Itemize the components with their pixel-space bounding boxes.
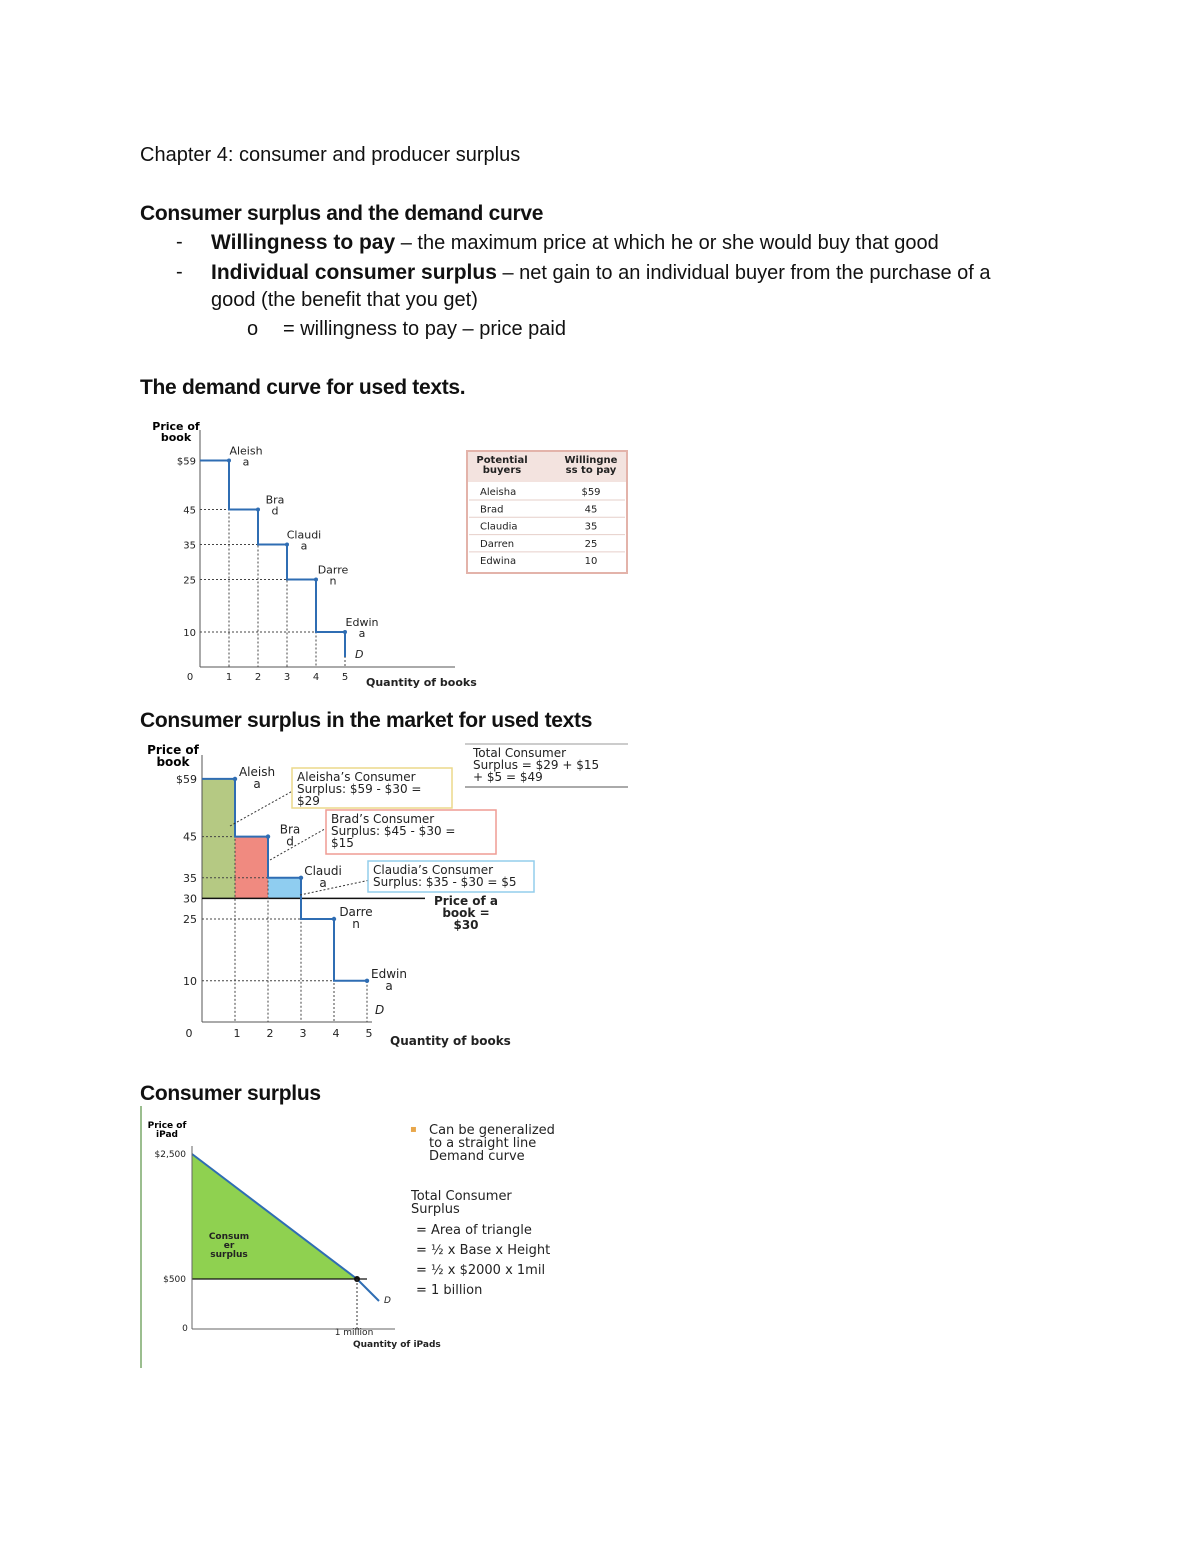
- bullet-icon: ▪: [410, 1124, 417, 1135]
- bullet-dash: -: [176, 261, 183, 283]
- term-willingness-to-pay: Willingness to pay: [211, 231, 396, 254]
- table-cell-value: 45: [584, 504, 598, 516]
- origin-label: 0: [186, 672, 194, 683]
- y-tick-label: 35: [183, 540, 196, 552]
- market-surplus-chart: [140, 740, 640, 1055]
- formula-heading: Total Consumer: [411, 1189, 512, 1204]
- y-tick-label: 45: [183, 830, 197, 844]
- buyer-point: [285, 543, 289, 547]
- x-tick-label: 3: [283, 672, 291, 683]
- origin-label: 0: [185, 1027, 193, 1040]
- buyer-label: Darre: [317, 563, 349, 577]
- callout-text: $29: [297, 794, 320, 808]
- y-axis-label: Price of: [147, 743, 199, 757]
- demand-step-curve: [200, 461, 345, 658]
- table-cell-value: 35: [584, 521, 598, 533]
- ipad-surplus-plot: [141, 1106, 555, 1368]
- buyer-label: Bra: [279, 822, 301, 837]
- formula-line: = ½ x Base x Height: [416, 1243, 551, 1258]
- x-tick-label: 5: [341, 672, 349, 683]
- y-tick-label: 10: [183, 628, 196, 639]
- curve-label-d: D: [384, 1296, 391, 1306]
- section-heading-consumer-surplus-demand: Consumer surplus and the demand curve: [140, 202, 544, 225]
- buyer-point: [233, 777, 237, 781]
- chapter-title: Chapter 4: consumer and producer surplus: [140, 144, 521, 166]
- y-tick-label: $59: [176, 772, 197, 786]
- x-axis-label: Quantity of books: [390, 1034, 511, 1048]
- buyer-label: a: [242, 455, 250, 469]
- buyer-point: [332, 917, 336, 921]
- buyer-label: d: [286, 834, 294, 849]
- table-header-willingness: ss to pay: [565, 465, 617, 476]
- section-heading-consumer-surplus: Consumer surplus: [140, 1082, 321, 1105]
- buyer-label: Claudi: [286, 528, 322, 542]
- note-text: to a straight line: [429, 1136, 537, 1151]
- callout-text: $15: [331, 836, 354, 850]
- price-label: Price of a: [434, 894, 498, 908]
- buyer-label: n: [352, 917, 360, 931]
- callout-leader: [230, 788, 298, 826]
- x-tick-label: 1: [233, 1027, 241, 1040]
- callout-text: Surplus: $35 - $30 = $5: [373, 875, 517, 889]
- section-heading-demand-curve: The demand curve for used texts.: [140, 376, 466, 399]
- total-surplus-text: + $5 = $49: [473, 770, 543, 784]
- buyer-label: d: [271, 504, 279, 518]
- buyer-label: Edwin: [345, 616, 379, 629]
- surplus-area: [202, 779, 235, 898]
- table-cell-buyer: Edwina: [480, 556, 517, 568]
- y-tick-label: 10: [183, 974, 197, 988]
- table-header-buyers: buyers: [482, 465, 522, 476]
- x-tick-label: 4: [312, 672, 320, 683]
- buyer-point: [314, 578, 318, 582]
- x-tick-label: 1: [225, 672, 233, 683]
- bullet-dash: -: [176, 231, 183, 253]
- buyer-point: [266, 834, 270, 838]
- table-header-willingness: Willingne: [564, 455, 618, 466]
- definition-continuation: good (the benefit that you get): [211, 289, 478, 311]
- note-text: Demand curve: [429, 1149, 525, 1164]
- section-heading-market-surplus: Consumer surplus in the market for used texts: [140, 709, 593, 732]
- y-tick-label: 45: [183, 505, 196, 517]
- callout-text: Surplus: $59 - $30 =: [297, 782, 422, 796]
- buyer-label: a: [300, 539, 308, 553]
- y-tick-label: 25: [183, 913, 197, 926]
- total-surplus-text: Total Consumer: [473, 746, 567, 760]
- buyer-point: [343, 630, 347, 634]
- table-cell-buyer: Brad: [480, 504, 504, 516]
- bullet-willingness-to-pay: [211, 231, 939, 255]
- buyer-label: Bra: [265, 493, 285, 507]
- sub-bullet-formula: = willingness to pay – price paid: [283, 318, 566, 340]
- y-tick-label: 30: [183, 892, 197, 906]
- buyer-point: [227, 459, 231, 463]
- demand-line-extension: [357, 1279, 379, 1301]
- buyer-label: Edwin: [371, 966, 407, 981]
- callout-text: Surplus: $45 - $30 =: [331, 824, 456, 838]
- formula-line: = 1 billion: [416, 1283, 483, 1298]
- y-tick-label: 35: [183, 871, 197, 885]
- buyer-label: Claudi: [304, 863, 342, 878]
- origin-label: 0: [182, 1324, 188, 1334]
- sub-bullet-marker: o: [247, 318, 259, 340]
- y-axis-label: Price of: [152, 420, 200, 433]
- buyer-label: Aleish: [229, 444, 263, 458]
- formula-heading: Surplus: [411, 1202, 460, 1217]
- buyer-label: Darre: [339, 905, 373, 919]
- definition-willingness-to-pay: – the maximum price at which he or she would buy that good: [395, 232, 939, 254]
- buyer-label: a: [319, 875, 327, 890]
- surplus-area: [268, 878, 301, 899]
- demand-curve-chart: [140, 415, 640, 695]
- market-surplus-plot: [147, 743, 628, 1048]
- y-axis-label: Price of: [147, 1121, 187, 1131]
- formula-line: = ½ x $2000 x 1mil: [416, 1263, 546, 1278]
- curve-label-d: D: [375, 1003, 385, 1017]
- definition-individual-consumer-surplus: – net gain to an individual buyer from the purchase of a: [496, 262, 991, 284]
- curve-label-d: D: [355, 648, 364, 661]
- buyer-label: Aleish: [238, 764, 276, 779]
- y-tick-label: $500: [163, 1275, 186, 1285]
- price-label: book =: [442, 906, 490, 920]
- buyer-label: a: [253, 776, 261, 791]
- area-label: Consum: [208, 1232, 250, 1242]
- callout-text: Claudia’s Consumer: [373, 863, 494, 877]
- y-axis-label: iPad: [156, 1130, 178, 1140]
- bullet-individual-consumer-surplus: [211, 261, 991, 285]
- formula-line: = Area of triangle: [416, 1223, 532, 1238]
- callout-text: Brad’s Consumer: [331, 812, 435, 826]
- term-individual-consumer-surplus: Individual consumer surplus: [211, 261, 497, 284]
- surplus-area: [235, 837, 268, 899]
- x-tick-label: 1 million: [334, 1328, 374, 1338]
- callout-leader: [300, 880, 370, 895]
- x-axis-label: Quantity of iPads: [353, 1340, 441, 1350]
- buyer-label: a: [358, 627, 366, 640]
- x-tick-label: 2: [254, 672, 262, 683]
- x-axis-label: Quantity of books: [366, 676, 477, 689]
- buyer-point: [256, 508, 260, 512]
- table-cell-buyer: Claudia: [480, 521, 518, 533]
- area-label: surplus: [210, 1250, 248, 1260]
- callout-text: Aleisha’s Consumer: [297, 770, 416, 784]
- buyer-label: a: [385, 978, 393, 993]
- x-tick-label: 3: [299, 1027, 307, 1040]
- price-label: $30: [453, 918, 479, 932]
- buyer-point: [299, 876, 303, 880]
- y-tick-label: $2,500: [154, 1150, 186, 1160]
- y-axis-label: book: [156, 755, 190, 769]
- ipad-surplus-chart: [140, 1106, 580, 1368]
- x-tick-label: 4: [332, 1027, 340, 1040]
- x-tick-label: 5: [365, 1027, 373, 1040]
- table-cell-buyer: Aleisha: [480, 487, 517, 498]
- table-cell-value: $59: [581, 487, 601, 498]
- x-tick-label: 2: [266, 1027, 274, 1040]
- y-tick-label: $59: [176, 456, 196, 468]
- table-header-buyers: Potential: [476, 455, 528, 466]
- y-axis-label: book: [160, 431, 192, 444]
- table-cell-value: 10: [584, 556, 598, 568]
- total-surplus-text: Surplus = $29 + $15: [473, 758, 600, 772]
- note-text: Can be generalized: [429, 1123, 555, 1138]
- table-cell-value: 25: [584, 538, 598, 550]
- demand-curve-plot: [152, 420, 627, 689]
- area-label: er: [223, 1241, 235, 1251]
- buyer-point: [365, 979, 369, 983]
- buyer-label: n: [329, 574, 337, 588]
- y-tick-label: 25: [183, 575, 196, 587]
- table-cell-buyer: Darren: [480, 538, 515, 550]
